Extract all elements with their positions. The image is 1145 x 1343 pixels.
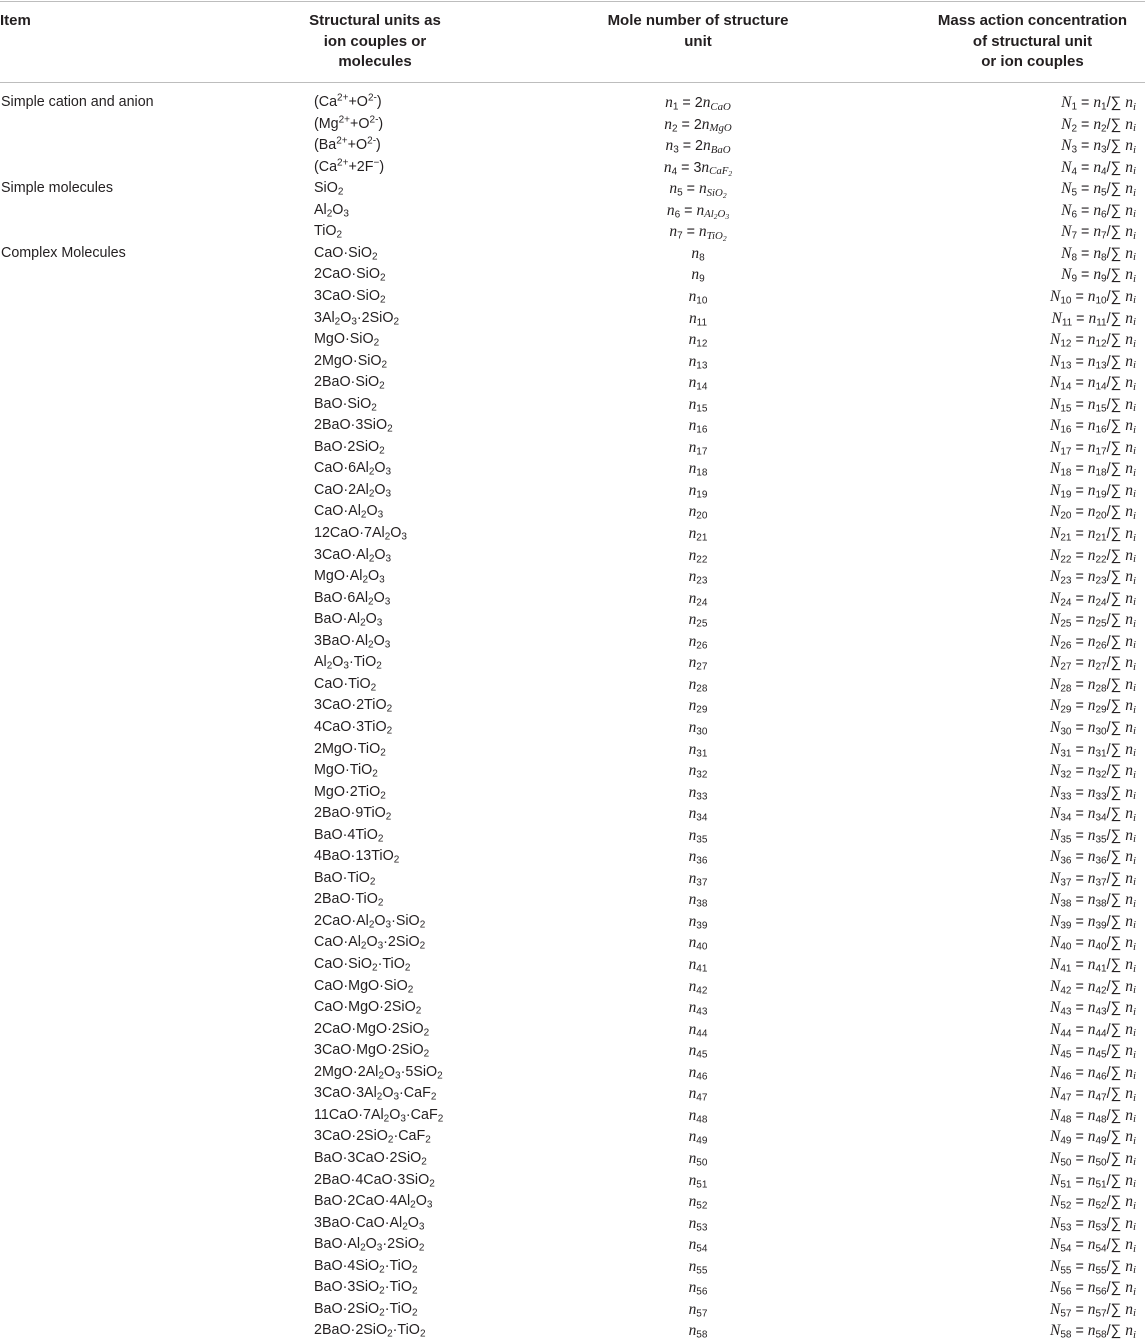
cell-mass-action-concentration: $N_{30} = n_{30}/\sum$ $n_i$ xyxy=(1050,718,1136,738)
cell-structural-unit: $12CaO\cdot 7Al_2O_3$ xyxy=(314,525,407,543)
cell-structural-unit: $CaO\cdot 2Al_2O_3$ xyxy=(314,481,392,500)
cell-structural-unit: 2MgO·TiO$_2$ xyxy=(314,740,386,758)
cell-mole-number: $n_{49}$ xyxy=(688,1128,708,1147)
table-row xyxy=(0,739,1145,761)
cell-mole-number: $n_3 = 2n_{BaO}$ xyxy=(665,137,731,156)
cell-mole-number: $n_{23}$ xyxy=(688,568,708,587)
cell-mole-number: $n_{19}$ xyxy=(688,481,708,501)
cell-structural-unit: 2BaO·9TiO$_2$ xyxy=(314,805,392,823)
table-row xyxy=(0,523,1145,545)
cell-item: Simple molecules xyxy=(1,180,114,197)
table-row xyxy=(0,480,1145,502)
cell-mole-number: $n_{26}$ xyxy=(688,632,708,652)
cell-structural-unit: MgO·2TiO$_2$ xyxy=(314,783,386,802)
cell-mole-number: $n_{55}$ xyxy=(688,1257,708,1277)
cell-mass-action-concentration: $N_5 = n_5/\sum$ $n_i$ xyxy=(1061,180,1136,199)
cell-structural-unit: 4BaO·13TiO$_2$ xyxy=(314,848,400,866)
table-row xyxy=(0,437,1145,459)
cell-structural-unit: $BaO\cdot Al_2O_3\cdot 2SiO_2$ xyxy=(314,1236,425,1254)
cell-structural-unit: MgO·SiO$_2$ xyxy=(314,331,380,349)
table-row xyxy=(0,1062,1145,1084)
cell-mass-action-concentration: $N_{49} = n_{49}/\sum$ $n_i$ xyxy=(1050,1128,1136,1147)
table-row xyxy=(0,652,1145,674)
cell-mole-number: $n_{28}$ xyxy=(688,675,708,695)
cell-mass-action-concentration: $N_{17} = n_{17}/\sum$ $n_i$ xyxy=(1050,438,1136,458)
cell-mass-action-concentration: $N_8 = n_8/\sum$ $n_i$ xyxy=(1061,244,1136,264)
table-row xyxy=(0,178,1145,200)
cell-structural-unit: BaO·2SiO$_2$·TiO$_2$ xyxy=(314,1300,418,1319)
cell-mole-number: $n_{40}$ xyxy=(688,934,708,953)
cell-structural-unit: $CaO\cdot Al_2O_3\cdot 2SiO_2$ xyxy=(314,934,426,952)
cell-structural-unit: BaO·2SiO$_2$ xyxy=(314,438,385,457)
cell-structural-unit: $(Ca^{2+}+2F^-)$ xyxy=(314,157,385,175)
header-mole-number xyxy=(583,11,813,52)
cell-mass-action-concentration: $N_{15} = n_{15}/\sum$ $n_i$ xyxy=(1050,395,1136,415)
cell-mole-number: $n_{47}$ xyxy=(688,1085,708,1104)
table-row xyxy=(0,351,1145,373)
cell-structural-unit: 3CaO·MgO·2SiO$_2$ xyxy=(314,1042,430,1060)
table-row xyxy=(0,1170,1145,1192)
header-bottom-rule xyxy=(0,82,1145,83)
header-conc-line: Mass action concentration xyxy=(937,12,1128,29)
table-row xyxy=(0,200,1145,222)
cell-mass-action-concentration: $N_{41} = n_{41}/\sum$ $n_i$ xyxy=(1050,956,1136,975)
table-row xyxy=(0,1320,1145,1342)
cell-mass-action-concentration: $N_{48} = n_{48}/\sum$ $n_i$ xyxy=(1050,1106,1136,1126)
cell-mass-action-concentration: $N_{52} = n_{52}/\sum$ $n_i$ xyxy=(1050,1193,1136,1212)
table-row xyxy=(0,458,1145,480)
cell-structural-unit: $Al_2O_3\cdot TiO_2$ xyxy=(314,654,382,672)
cell-mole-number: $n_{52}$ xyxy=(688,1193,708,1212)
cell-mole-number: $n_{35}$ xyxy=(688,826,708,846)
cell-mole-number: $n_{21}$ xyxy=(688,525,708,544)
cell-structural-unit: 2BaO·TiO$_2$ xyxy=(314,891,384,909)
cell-mole-number: $n_{12}$ xyxy=(688,331,708,350)
table-row xyxy=(0,308,1145,330)
cell-mass-action-concentration: $N_{31} = n_{31}/\sum$ $n_i$ xyxy=(1050,740,1136,759)
cell-mass-action-concentration: $N_{20} = n_{20}/\sum$ $n_i$ xyxy=(1050,503,1136,522)
cell-mass-action-concentration: $N_{50} = n_{50}/\sum$ $n_i$ xyxy=(1050,1149,1136,1169)
cell-mole-number: $n_{48}$ xyxy=(688,1106,708,1126)
header-structural-units xyxy=(300,11,450,73)
cell-mole-number: $n_{51}$ xyxy=(688,1171,708,1190)
cell-mole-number: $n_{33}$ xyxy=(688,783,708,803)
cell-mass-action-concentration: $N_{10} = n_{10}/\sum$ $n_i$ xyxy=(1050,287,1136,307)
cell-mass-action-concentration: $N_{28} = n_{28}/\sum$ $n_i$ xyxy=(1050,675,1136,695)
cell-mass-action-concentration: $N_{32} = n_{32}/\sum$ $n_i$ xyxy=(1050,762,1136,781)
cell-item: Complex Molecules xyxy=(1,244,126,261)
table-row xyxy=(0,286,1145,308)
cell-mass-action-concentration: $N_6 = n_6/\sum$ $n_i$ xyxy=(1061,201,1136,221)
table-row xyxy=(0,1105,1145,1127)
cell-structural-unit: CaO·MgO·SiO$_2$ xyxy=(314,977,414,996)
table-row xyxy=(0,825,1145,847)
table-row xyxy=(0,782,1145,804)
table-row xyxy=(0,868,1145,890)
table-row xyxy=(0,588,1145,610)
table-row xyxy=(0,329,1145,351)
cell-mole-number: $n_{50}$ xyxy=(688,1149,708,1169)
cell-mass-action-concentration: $N_{23} = n_{23}/\sum$ $n_i$ xyxy=(1050,568,1136,587)
cell-structural-unit: 2BaO·2SiO$_2$·TiO$_2$ xyxy=(314,1322,426,1340)
cell-mole-number: $n_{27}$ xyxy=(688,654,708,673)
cell-structural-unit: $(Mg^{2+}+O^{2-})$ xyxy=(314,114,384,132)
cell-mole-number: $n_{16}$ xyxy=(688,417,708,436)
cell-structural-unit: $CaO\cdot 6Al_2O_3$ xyxy=(314,460,392,478)
table-row xyxy=(0,92,1145,114)
cell-mole-number: $n_{36}$ xyxy=(688,848,708,867)
cell-mole-number: $n_{17}$ xyxy=(688,438,708,458)
cell-structural-unit: $BaO\cdot 2CaO\cdot 4Al_2O_3$ xyxy=(314,1193,433,1211)
table-row xyxy=(0,911,1145,933)
header-unit-line: ion couples or xyxy=(323,32,427,50)
cell-mass-action-concentration: $N_4 = n_4/\sum$ $n_i$ xyxy=(1061,158,1136,178)
cell-mole-number: $n_{53}$ xyxy=(688,1214,708,1234)
table-row xyxy=(0,1019,1145,1041)
cell-structural-unit: 3CaO·SiO$_2$ xyxy=(314,287,386,306)
cell-mole-number: $n_{57}$ xyxy=(688,1300,708,1320)
cell-mass-action-concentration: $N_7 = n_7/\sum$ $n_i$ xyxy=(1061,223,1136,242)
table-top-rule xyxy=(0,1,1145,2)
cell-mole-number: $n_{46}$ xyxy=(688,1063,708,1083)
cell-mass-action-concentration: $N_{18} = n_{18}/\sum$ $n_i$ xyxy=(1050,460,1136,479)
cell-mole-number: $n_{54}$ xyxy=(688,1236,708,1255)
table-row xyxy=(0,760,1145,782)
table-row xyxy=(0,997,1145,1019)
header-item-line: Item xyxy=(0,12,31,29)
cell-mass-action-concentration: $N_{34} = n_{34}/\sum$ $n_i$ xyxy=(1050,805,1136,824)
cell-structural-unit: $BaO\cdot Al_2O_3$ xyxy=(314,611,383,629)
table-row xyxy=(0,695,1145,717)
cell-mole-number: $n_2 = 2n_{MgO}$ xyxy=(664,115,732,135)
cell-mole-number: $n_{41}$ xyxy=(688,956,708,975)
cell-structural-unit: $3CaO\cdot Al_2O_3$ xyxy=(314,546,392,565)
cell-mass-action-concentration: $N_{44} = n_{44}/\sum$ $n_i$ xyxy=(1050,1020,1136,1040)
cell-mass-action-concentration: $N_{35} = n_{35}/\sum$ $n_i$ xyxy=(1050,826,1136,846)
cell-item: Simple cation and anion xyxy=(1,94,154,110)
cell-mole-number: $n_4 = 3n_{CaF_2}$ xyxy=(663,158,733,179)
cell-mole-number: $n_{15}$ xyxy=(688,395,708,415)
cell-structural-unit: $(Ba^{2+}+O^{2-})$ xyxy=(314,135,381,154)
cell-structural-unit: 2BaO·3SiO$_2$ xyxy=(314,417,393,435)
cell-mass-action-concentration: $N_2 = n_2/\sum$ $n_i$ xyxy=(1061,115,1136,135)
table-row xyxy=(0,954,1145,976)
cell-mole-number: $n_{38}$ xyxy=(688,891,708,910)
table-row xyxy=(0,932,1145,954)
cell-mole-number: $n_{10}$ xyxy=(688,287,708,307)
cell-mass-action-concentration: $N_{33} = n_{33}/\sum$ $n_i$ xyxy=(1050,783,1136,803)
cell-mole-number: $n_{32}$ xyxy=(688,762,708,781)
header-item xyxy=(0,11,200,32)
header-conc-line: or ion couples xyxy=(981,53,1084,70)
cell-mass-action-concentration: $N_{26} = n_{26}/\sum$ $n_i$ xyxy=(1050,632,1136,652)
cell-structural-unit: CaO·SiO$_2$ xyxy=(314,244,378,263)
cell-mole-number: $n_{44}$ xyxy=(688,1020,708,1040)
cell-structural-unit: 3CaO·2SiO$_2$·CaF$_2$ xyxy=(314,1128,431,1146)
table-row xyxy=(0,221,1145,243)
cell-mass-action-concentration: $N_{21} = n_{21}/\sum$ $n_i$ xyxy=(1050,525,1136,544)
cell-mass-action-concentration: $N_{11} = n_{11}/\sum$ $n_i$ xyxy=(1051,309,1136,328)
cell-mass-action-concentration: $N_{40} = n_{40}/\sum$ $n_i$ xyxy=(1050,934,1136,953)
cell-mass-action-concentration: $N_{42} = n_{42}/\sum$ $n_i$ xyxy=(1050,977,1136,997)
cell-structural-unit: SiO$_2$ xyxy=(314,180,344,198)
cell-mole-number: $n_9$ xyxy=(691,266,705,285)
table-row xyxy=(0,415,1145,437)
cell-mass-action-concentration: $N_{46} = n_{46}/\sum$ $n_i$ xyxy=(1050,1063,1136,1083)
cell-mole-number: $n_{39}$ xyxy=(688,912,708,932)
cell-mass-action-concentration: $N_{22} = n_{22}/\sum$ $n_i$ xyxy=(1050,546,1136,566)
table-row xyxy=(0,1148,1145,1170)
cell-mass-action-concentration: $N_{16} = n_{16}/\sum$ $n_i$ xyxy=(1050,417,1136,436)
cell-mass-action-concentration: $N_{57} = n_{57}/\sum$ $n_i$ xyxy=(1050,1300,1136,1320)
cell-mass-action-concentration: $N_{45} = n_{45}/\sum$ $n_i$ xyxy=(1050,1042,1136,1061)
cell-structural-unit: 2MgO·SiO$_2$ xyxy=(314,352,388,371)
table-row xyxy=(0,566,1145,588)
cell-mass-action-concentration: $N_{25} = n_{25}/\sum$ $n_i$ xyxy=(1050,611,1136,630)
cell-mole-number: $n_6 = n_{Al_2O_3}$ xyxy=(666,201,730,222)
cell-structural-unit: 4CaO·3TiO$_2$ xyxy=(314,718,393,737)
cell-mass-action-concentration: $N_1 = n_1/\sum$ $n_i$ xyxy=(1061,94,1136,113)
table-row xyxy=(0,157,1145,179)
table-row xyxy=(0,631,1145,653)
cell-structural-unit: BaO·3SiO$_2$·TiO$_2$ xyxy=(314,1279,418,1297)
cell-structural-unit: 2CaO·MgO·2SiO$_2$ xyxy=(314,1020,430,1039)
cell-mole-number: $n_{43}$ xyxy=(688,999,708,1018)
table-row xyxy=(0,717,1145,739)
cell-mole-number: $n_{25}$ xyxy=(688,611,708,630)
cell-mass-action-concentration: $N_{29} = n_{29}/\sum$ $n_i$ xyxy=(1050,697,1136,716)
table-row xyxy=(0,803,1145,825)
cell-mole-number: $n_{13}$ xyxy=(688,352,708,372)
cell-structural-unit: $11CaO\cdot 7Al_2O_3\cdot CaF_2$ xyxy=(314,1106,444,1125)
cell-mass-action-concentration: $N_{58} = n_{58}/\sum$ $n_i$ xyxy=(1050,1322,1136,1341)
cell-structural-unit: CaO·SiO$_2$·TiO$_2$ xyxy=(314,956,411,974)
table-row xyxy=(0,889,1145,911)
table-row xyxy=(0,501,1145,523)
cell-mass-action-concentration: $N_{38} = n_{38}/\sum$ $n_i$ xyxy=(1050,891,1136,910)
cell-mass-action-concentration: $N_{55} = n_{55}/\sum$ $n_i$ xyxy=(1050,1257,1136,1277)
cell-mass-action-concentration: $N_{53} = n_{53}/\sum$ $n_i$ xyxy=(1050,1214,1136,1234)
cell-mass-action-concentration: $N_{19} = n_{19}/\sum$ $n_i$ xyxy=(1050,481,1136,501)
table-row xyxy=(0,372,1145,394)
header-mole-line: unit xyxy=(684,32,712,50)
cell-mole-number: $n_7 = n_{TiO_2}$ xyxy=(669,223,727,243)
cell-mass-action-concentration: $N_9 = n_9/\sum$ $n_i$ xyxy=(1061,266,1136,285)
table-row xyxy=(0,114,1145,136)
cell-mole-number: $n_{11}$ xyxy=(688,309,708,328)
cell-structural-unit: BaO·4TiO$_2$ xyxy=(314,826,384,845)
cell-structural-unit: BaO·TiO$_2$ xyxy=(314,869,376,888)
cell-mass-action-concentration: $N_{43} = n_{43}/\sum$ $n_i$ xyxy=(1050,999,1136,1018)
cell-structural-unit: BaO·3CaO·2SiO$_2$ xyxy=(314,1149,427,1168)
header-mole-line: Mole number of structure xyxy=(607,12,789,29)
cell-structural-unit: CaO·MgO·2SiO$_2$ xyxy=(314,999,422,1017)
cell-mole-number: $n_{58}$ xyxy=(688,1322,708,1341)
cell-structural-unit: MgO·TiO$_2$ xyxy=(314,762,378,780)
table-row xyxy=(0,545,1145,567)
table-row xyxy=(0,394,1145,416)
cell-mass-action-concentration: $N_{47} = n_{47}/\sum$ $n_i$ xyxy=(1050,1085,1136,1104)
cell-mass-action-concentration: $N_{13} = n_{13}/\sum$ $n_i$ xyxy=(1050,352,1136,372)
cell-mole-number: $n_{45}$ xyxy=(688,1042,708,1061)
cell-mass-action-concentration: $N_{39} = n_{39}/\sum$ $n_i$ xyxy=(1050,912,1136,932)
cell-structural-unit: $2CaO\cdot Al_2O_3\cdot SiO_2$ xyxy=(314,912,426,931)
table-row xyxy=(0,609,1145,631)
cell-mole-number: $n_{20}$ xyxy=(688,503,708,522)
cell-mass-action-concentration: $N_{12} = n_{12}/\sum$ $n_i$ xyxy=(1050,331,1136,350)
cell-mole-number: $n_8$ xyxy=(691,244,705,264)
cell-structural-unit: BaO·SiO$_2$ xyxy=(314,395,377,414)
header-unit-line: Structural units as xyxy=(309,12,441,29)
table-row xyxy=(0,1040,1145,1062)
cell-structural-unit: $Al_2O_3$ xyxy=(314,201,349,220)
cell-structural-unit: CaO·TiO$_2$ xyxy=(314,675,377,694)
cell-structural-unit: $3Al_2O_3\cdot 2SiO_2$ xyxy=(314,309,400,327)
cell-mole-number: $n_{34}$ xyxy=(688,805,708,824)
table-row xyxy=(0,1299,1145,1321)
table-row xyxy=(0,1213,1145,1235)
table-row xyxy=(0,243,1145,265)
cell-structural-unit: BaO·4SiO$_2$·TiO$_2$ xyxy=(314,1257,418,1276)
cell-mole-number: $n_1 = 2n_{CaO}$ xyxy=(665,94,731,113)
cell-mass-action-concentration: $N_{36} = n_{36}/\sum$ $n_i$ xyxy=(1050,848,1136,867)
table-row xyxy=(0,1191,1145,1213)
cell-mass-action-concentration: $N_{24} = n_{24}/\sum$ $n_i$ xyxy=(1050,589,1136,609)
table-row xyxy=(0,1126,1145,1148)
table-row xyxy=(0,674,1145,696)
cell-mass-action-concentration: $N_{54} = n_{54}/\sum$ $n_i$ xyxy=(1050,1236,1136,1255)
table-row xyxy=(0,1083,1145,1105)
cell-structural-unit: $3BaO\cdot CaO\cdot Al_2O_3$ xyxy=(314,1214,425,1233)
table-row xyxy=(0,1234,1145,1256)
header-unit-line: molecules xyxy=(338,53,412,70)
cell-mass-action-concentration: $N_{14} = n_{14}/\sum$ $n_i$ xyxy=(1050,374,1136,393)
table-row xyxy=(0,846,1145,868)
cell-structural-unit: TiO$_2$ xyxy=(314,223,343,241)
cell-mass-action-concentration: $N_{51} = n_{51}/\sum$ $n_i$ xyxy=(1050,1171,1136,1190)
header-conc-line: of structural unit xyxy=(972,32,1093,50)
cell-mole-number: $n_5 = n_{SiO_2}$ xyxy=(669,180,727,200)
cell-structural-unit: $(Ca^{2+}+O^{2-})$ xyxy=(314,92,382,110)
cell-mole-number: $n_{14}$ xyxy=(688,374,708,393)
cell-mole-number: $n_{18}$ xyxy=(688,460,708,479)
cell-mole-number: $n_{37}$ xyxy=(688,869,708,889)
cell-mole-number: $n_{56}$ xyxy=(688,1279,708,1298)
cell-mole-number: $n_{42}$ xyxy=(688,977,708,997)
table-row xyxy=(0,135,1145,157)
cell-mass-action-concentration: $N_{56} = n_{56}/\sum$ $n_i$ xyxy=(1050,1279,1136,1298)
table-row xyxy=(0,264,1145,286)
cell-mole-number: $n_{22}$ xyxy=(688,546,708,566)
cell-structural-unit: 2CaO·SiO$_2$ xyxy=(314,266,386,284)
cell-mass-action-concentration: $N_{37} = n_{37}/\sum$ $n_i$ xyxy=(1050,869,1136,889)
cell-structural-unit: $3BaO\cdot Al_2O_3$ xyxy=(314,632,391,651)
cell-structural-unit: $CaO\cdot Al_2O_3$ xyxy=(314,503,384,521)
cell-mass-action-concentration: $N_3 = n_3/\sum$ $n_i$ xyxy=(1061,137,1136,156)
header-mass-action-concentration xyxy=(920,11,1145,73)
cell-structural-unit: $MgO\cdot Al_2O_3$ xyxy=(314,568,385,586)
table-row xyxy=(0,1277,1145,1299)
cell-structural-unit: 2BaO·SiO$_2$ xyxy=(314,374,385,392)
table-row xyxy=(0,976,1145,998)
cell-structural-unit: $BaO\cdot 6Al_2O_3$ xyxy=(314,589,391,608)
cell-mass-action-concentration: $N_{27} = n_{27}/\sum$ $n_i$ xyxy=(1050,654,1136,673)
cell-structural-unit: $2MgO\cdot 2Al_2O_3\cdot 5SiO_2$ xyxy=(314,1063,443,1082)
cell-structural-unit: $3CaO\cdot 3Al_2O_3\cdot CaF_2$ xyxy=(314,1085,437,1103)
cell-structural-unit: 2BaO·4CaO·3SiO$_2$ xyxy=(314,1171,435,1189)
table-row xyxy=(0,1256,1145,1278)
cell-mole-number: $n_{30}$ xyxy=(688,718,708,738)
cell-mole-number: $n_{24}$ xyxy=(688,589,708,609)
cell-mole-number: $n_{31}$ xyxy=(688,740,708,759)
cell-mole-number: $n_{29}$ xyxy=(688,697,708,716)
cell-structural-unit: 3CaO·2TiO$_2$ xyxy=(314,697,393,715)
